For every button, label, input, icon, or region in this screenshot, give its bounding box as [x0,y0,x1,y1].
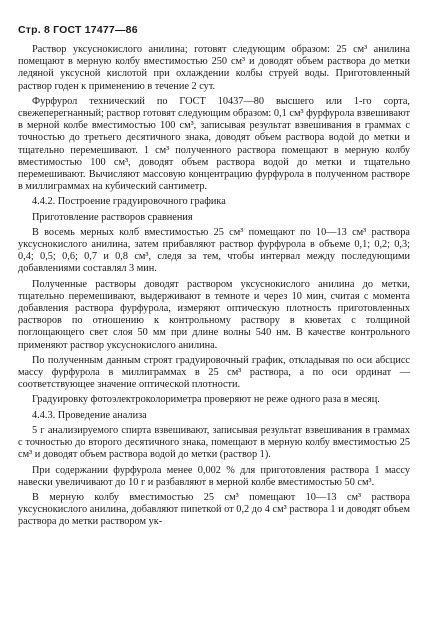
paragraph-sample-weighing: 5 г анализируемого спирта взвешивают, записывая результат взвешивания в граммах с точностью до второго десятичного знака, помещают в мерную колбу вместимостью 25 см³ и доводят объем раствора водой до метки (раствор 1). [18,424,410,461]
paragraph-eight-flasks: В восемь мерных колб вместимостью 25 см³ помещают по 10—13 см³ раствора уксуснокислого анилина, затем прибавляют раствор фурфурола в объеме 0,1; 0,2; 0,3; 0,4; 0,5; 0,6; 0,7 и 0,8 см³, следя за тем, чтобы интервал между последующими добавлениями составлял 3 мин. [18,226,410,275]
section-heading-calibration-graph: 4.4.2. Построение градуировочного графика [32,196,226,208]
paragraph-build-graph: По полученным данным строят градуировочный график, откладывая по оси абсцисс массу фурфурола в миллиграммах в 25 см³ раствора, а по оси ординат — соответствующее значение оптической плотности. [18,354,410,391]
paragraph-aniline-acetate-solution: Раствор уксуснокислого анилина; готовят следующим образом: 25 см³ анилина помещают в мерную колбу вместимостью 250 см³ и доводят объем раствора до метки ледяной уксусной кислотой при охлаждении колбы струей воды. Приготовленный раствор годен к применению в течение 2 сут. [18,44,410,92]
paragraph-low-furfural: При содержании фурфурола менее 0,002 % для приготовления раствора 1 массу навески увеличивают до 10 г и разбавляют в мерной колбе вместимостью 50 см³. [18,464,410,488]
paragraph-furfural-solution: Фурфурол технический по ГОСТ 10437—80 высшего или 1-го сорта, свежеперегнанный; раствор готовят следующим образом: 0,1 см³ фурфурола взвешивают в мерной колбе вместимостью 100 см³, записывая результат взвешивания в граммах с точностью до третьего десятичного знака, доводят объем раствора водой до метки и тщательно перемешивают. 1 см³ полученного раствора помещают в мерную колбу вместимостью 100 см³, доводят объем раствора водой до метки и тщательно перемешивают. Вычисляют массовую концентрацию фурфурола в полученном растворе в миллиграммах на кубический сантиметр. [18,95,410,193]
document-page [18,24,410,532]
section-heading-analysis: 4.4.3. Проведение анализа [32,409,147,421]
subheading-reference-solutions: Приготовление растворов сравнения [32,211,193,223]
document-body [18,44,410,529]
paragraph-flask-procedure: В мерную колбу вместимостью 25 см³ помещают 10—13 см³ раствора уксуснокислого анилина, добавляют пипеткой от 0,2 до 4 см³ раствора 1 и доводят объем раствора до метки раствором ук- [18,491,410,528]
paragraph-optical-density: Полученные растворы доводят раствором уксуснокислого анилина до метки, тщательно перемешивают, выдерживают в темноте и через 10 мин, считая с момента добавления раствора фурфурола, измеряют оптическую плотность приготовленных растворов по отношению к контрольному раствору в кюветах с толщиной поглощающего свет слоя 50 мм при длине волны 540 нм. В качестве контрольного применяют раствор уксуснокислого анилина. [18,278,410,351]
running-header: Стр. 8 ГОСТ 17477—86 [18,24,138,36]
paragraph-calibration-check: Градуировку фотоэлектроколориметра проверяют не реже одного раза в месяц. [32,394,380,406]
